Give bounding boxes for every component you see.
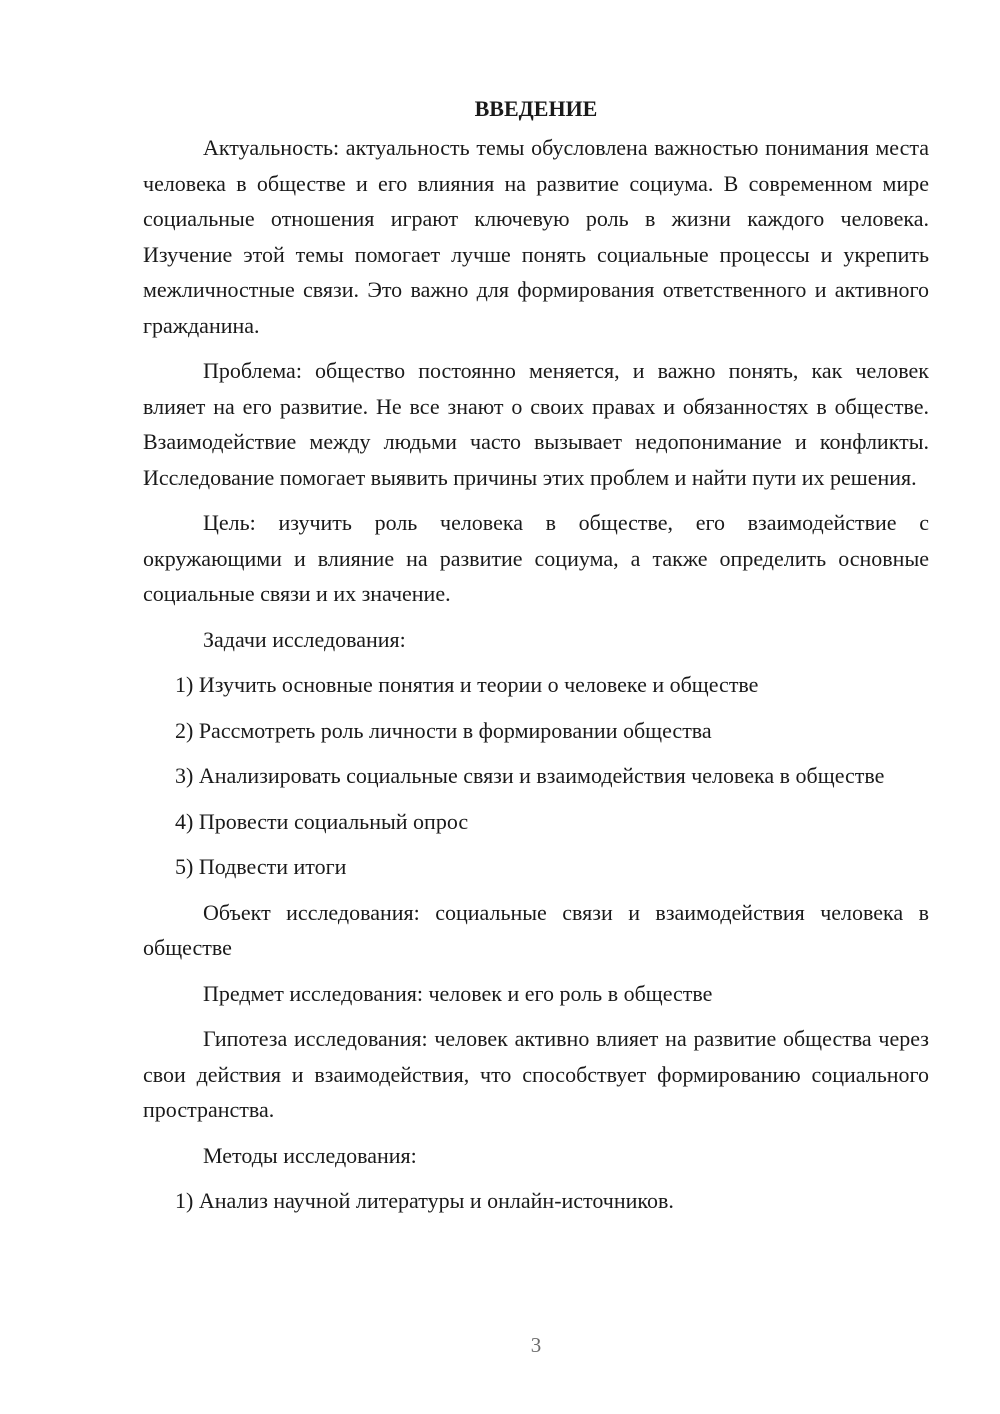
tasks-heading: Задачи исследования: xyxy=(203,626,406,652)
method-item-1: 1) Анализ научной литературы и онлайн-источников. xyxy=(175,1188,674,1213)
paragraph-subject: Предмет исследования: человек и его роль в обществе xyxy=(203,980,713,1006)
paragraph-object: Объект исследования: социальные связи и взаимодействия человека в обществе xyxy=(143,899,929,960)
task-item-4: 4) Провести социальный опрос xyxy=(175,808,469,834)
task-item-5: 5) Подвести итоги xyxy=(175,854,347,879)
methods-heading: Методы исследования: xyxy=(203,1142,417,1168)
task-item-3: 3) Анализировать социальные связи и взаимодействия человека в обществе xyxy=(175,763,885,788)
paragraph-goal: Цель: изучить роль человека в обществе, его взаимодействие с окружающими и влияние на развитие социума, а также определить основные социальные связи и их значение. xyxy=(143,510,929,606)
paragraph-problem: Проблема: общество постоянно меняется, и важно понять, как человек влияет на его развитие. Не все знают о своих правах и обязанностях в обществе. Взаимодействие между людьми часто вызывает недопонимание и конфликты. Исследование помогает выявить причины этих проблем и найти пути их решения. xyxy=(143,358,929,490)
document-page xyxy=(143,92,929,1229)
page-title: ВВЕДЕНИЕ xyxy=(474,96,598,121)
task-item-2: 2) Рассмотреть роль личности в формировании общества xyxy=(175,717,712,743)
paragraph-hypothesis: Гипотеза исследования: человек активно влияет на развитие общества через свои действия и взаимодействия, что способствует формированию социального пространства. xyxy=(143,1026,929,1122)
page-number: 3 xyxy=(530,1333,542,1357)
task-item-1: 1) Изучить основные понятия и теории о человеке и обществе xyxy=(175,672,759,697)
paragraph-relevance: Актуальность: актуальность темы обусловлена важностью понимания места человека в обществе и его влияния на развитие социума. В современном мире социальные отношения играют ключевую роль в жизни каждого человека. Изучение этой темы помогает лучше понять социальные процессы и укрепить межличностные связи. Это важно для формирования ответственного и активного гражданина. xyxy=(143,135,929,338)
